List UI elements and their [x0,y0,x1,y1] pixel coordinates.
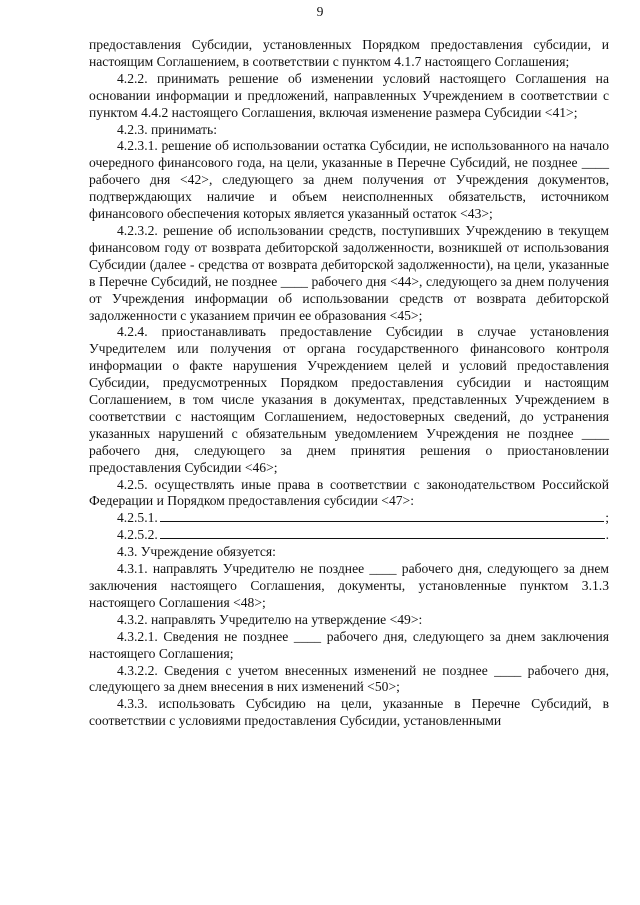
blank-line-label: 4.2.5.1. [117,510,158,526]
blank-line-end: . [605,527,609,543]
paragraph-4-3-2-2: 4.3.2.2. Сведения с учетом внесенных изменений не позднее ____ рабочего дня, следующего за днем внесения в них изменений <50>; [89,662,609,695]
paragraph-4-3-2-1: 4.3.2.1. Сведения не позднее ____ рабочего дня, следующего за днем заключения настоящего Соглашения; [89,628,609,661]
paragraph-4-2-2: 4.2.2. принимать решение об изменении условий настоящего Соглашения на основании информации и предложений, направленных Учреждением в соответствии с пунктом 4.4.2 настоящего Соглашения, включая изменение размера Субсидии <41>; [89,70,609,120]
page-number: 9 [316,4,324,19]
paragraph-4-2-4: 4.2.4. приостанавливать предоставление Субсидии в случае установления Учредителем или получения от органа государственного финансового контроля информации о факте нарушения Учреждением целей и условий предоставления Субсидии, предусмотренных Порядком предоставления субсидии и настоящим Соглашением, в том числе указания в документах, представленных Учреждением в соответствии с настоящим Соглашением, недостоверных сведений, до устранения указанных нарушений с обязательным уведомлением Учреждения не позднее ____ рабочего дня, следующего за днем принятия решения о приостановлении предоставления Субсидии <46>; [89,324,609,475]
paragraph-4-3-3: 4.3.3. использовать Субсидию на цели, указанные в Перечне Субсидий, в соответствии с условиями предоставления Субсидии, установленными [89,696,609,729]
blank-fill-line [160,521,604,522]
paragraph-4-3-1: 4.3.1. направлять Учредителю не позднее ____ рабочего дня, следующего за днем заключения настоящего Соглашения, документы, установленные пунктом 3.1.3 настоящего Соглашения <48>; [89,561,609,610]
blank-line-end: ; [605,510,609,526]
paragraph-4-3: 4.3. Учреждение обязуется: [117,544,276,560]
blank-line-label: 4.2.5.2. [117,527,158,543]
paragraph-4-2-5: 4.2.5. осуществлять иные права в соответствии с законодательством Российской Федерации и Порядком предоставления субсидии <47>: [89,476,609,509]
blank-line-4-2-5-1 [89,510,609,527]
paragraph-4-2-3: 4.2.3. принимать: [117,121,217,137]
paragraph-4-3-2: 4.3.2. направлять Учредителю на утверждение <49>: [117,611,423,627]
paragraph-4-2-3-2: 4.2.3.2. решение об использовании средств, поступивших Учреждению в текущем финансовом году от возврата дебиторской задолженности, возникшей от использования Субсидии (далее - средства от возврата дебиторской задолженности), на цели, указанные в Перечне Субсидий, не позднее ____ рабочего дня <44>, следующего за днем получения от Учреждения информации об использовании средств от возврата дебиторской задолженности с указанием причин ее образования <45>; [89,222,609,323]
paragraph-continuation: предоставления Субсидии, установленных Порядком предоставления субсидии, и настоящим Соглашением, в соответствии с пунктом 4.1.7 настоящего Соглашения; [89,37,609,69]
blank-fill-line [160,538,605,539]
document-body [89,37,609,730]
blank-line-4-2-5-2 [89,527,609,544]
paragraph-4-2-3-1: 4.2.3.1. решение об использовании остатка Субсидии, не использованного на начало очередного финансового года, на цели, указанные в Перечне Субсидий, не позднее ____ рабочего дня <42>, следующего за днем получения от Учреждения документов, подтверждающих наличие и объем неисполненных обязательств, источником финансового обеспечения которых является указанный остаток <43>; [89,138,609,222]
